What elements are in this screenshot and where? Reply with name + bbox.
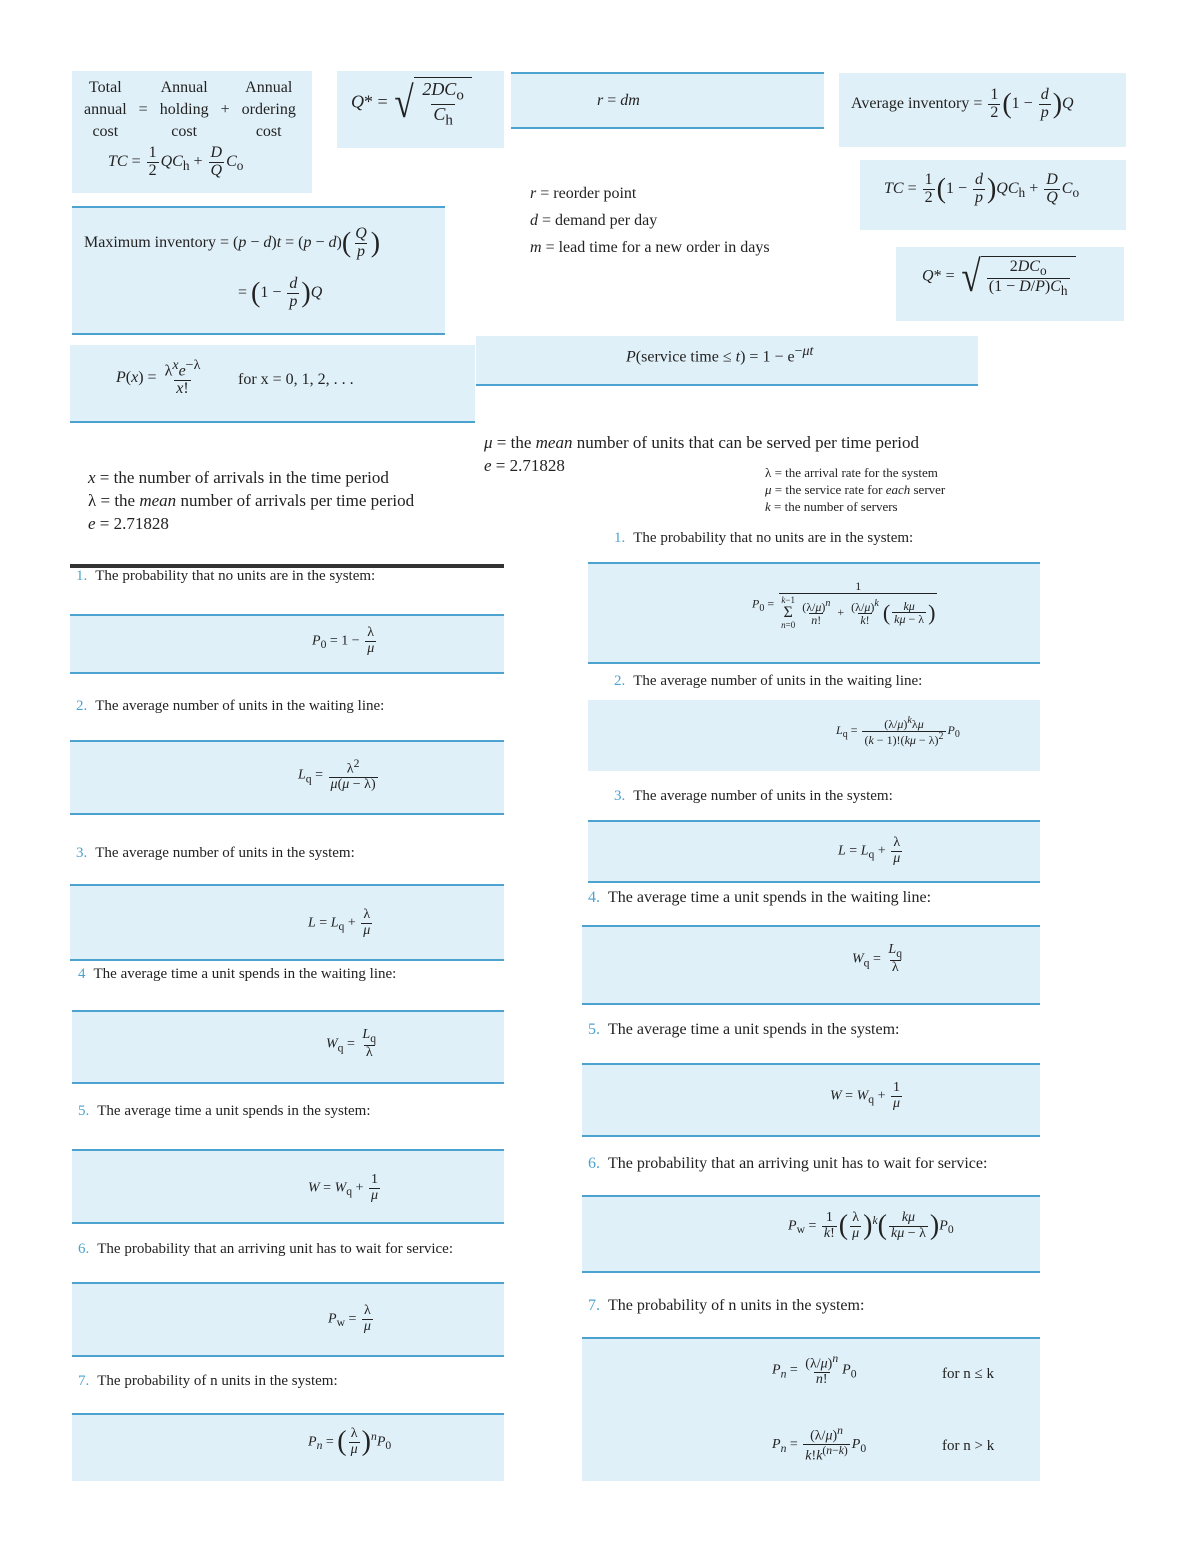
production-total-cost-box [860,160,1126,230]
def-mu-multi: μ = the service rate for each server [765,482,946,497]
multi-label-6: 6. The probability that an arriving unit has to wait for service: [588,1155,988,1172]
single-wq-formula: $W_q$ = $\frac{L_q}{\lambda}$ [326,1027,377,1061]
multi-wq-formula: $W_q$ = $\frac{L_q}{\lambda}$ [852,942,903,976]
total-cost-words-box [72,71,312,193]
def-lambda-multi: λ = the arrival rate for the system [765,465,938,480]
multi-formula-box-6 [582,1195,1040,1273]
multi-formula-box-7 [582,1337,1040,1481]
word-cost-2: cost [171,123,198,140]
poisson-box [70,345,475,423]
reorder-point-box [511,72,824,129]
word-total: Total [89,79,122,96]
single-formula-box-1 [70,614,504,674]
def-e-exp: e = 2.71828 [484,456,565,475]
maximum-inventory-label: Maximum inventory = [84,233,230,251]
multi-pw-formula: $P_w$ = $\frac{1}{k!}$ ( $\frac{\lambda}{\mu}$ )$^k$( $\frac{k\mu}{k\mu - \lambda}$ )$P_0$ [788,1210,954,1242]
single-formula-box-3 [70,884,504,961]
def-m: m = lead time for a new order in days [530,239,770,256]
word-cost-3: cost [255,123,282,140]
single-formula-box-7 [72,1413,504,1481]
single-label-2: 2. The average number of units in the waiting line: [76,698,385,714]
multi-w-formula: $W = W_q$ + $\frac{1}{\mu}$ [830,1080,901,1111]
multi-pn-cond-le: for n ≤ k [942,1366,994,1382]
word-cost-1: cost [92,123,119,140]
def-x: x = the number of arrivals in the time period [88,468,389,487]
maximum-inventory-formula-line2: = (1 − $\frac{d}{p}$ )Q [238,275,323,310]
multi-formula-box-3 [588,820,1040,883]
single-label-5: 5. The average time a unit spends in the system: [78,1103,371,1119]
production-q-star-box [896,247,1124,321]
poisson-formula: P(x) = $\frac{\lambda^xe^{-\lambda}}{x!}$ [116,358,201,398]
total-cost-word-equation [78,77,302,143]
word-holding: holding [159,101,209,118]
def-k-multi: k = the number of servers [765,499,898,514]
eoq-q-star-formula: Q* = √ $\frac{2DC_o}{C_h}$ [351,77,472,130]
def-e: e = 2.71828 [88,514,169,533]
single-pw-formula: $P_w$ = $\frac{\lambda}{\mu}$ [328,1303,371,1334]
single-label-1: 1. The probability that no units are in the system: [76,568,376,584]
multi-pn-formula-gt: $P_n$ = $\frac{(\lambda/\mu)^n}{k!k^{(n-k)}}$ $P_0$ [772,1424,867,1464]
multi-label-3: 3. The average number of units in the system: [614,788,893,804]
production-total-cost-formula: TC = $\frac{1}{2}$ (1 − $\frac{d}{p}$ )$QC_h$ + $\frac{D}{Q}$ $C_o$ [884,171,1080,206]
single-label-3: 3. The average number of units in the system: [76,845,355,861]
word-annual-1: Annual [160,79,208,96]
single-w-formula: $W = W_q$ + $\frac{1}{\mu}$ [308,1172,379,1203]
multi-formula-box-5 [582,1063,1040,1137]
single-formula-box-5 [72,1149,504,1224]
reorder-point-formula: r = dm [597,92,640,109]
word-equals: = [138,101,148,118]
word-annual-2: Annual [245,79,293,96]
single-p0-formula: $P_0 = 1$ − $\frac{\lambda}{\mu}$ [312,625,375,656]
single-label-4: 4 The average time a unit spends in the waiting line: [78,966,397,982]
single-label-7: 7. The probability of n units in the system: [78,1373,338,1389]
exponential-box [476,336,978,386]
poisson-definitions [88,466,414,535]
multi-pn-cond-gt: for n > k [942,1438,995,1454]
production-q-star-formula: Q* = √ $\frac{2DC_o}{(1 - D/P)C_h}$ [922,255,1076,299]
word-ordering: ordering [241,101,296,118]
multi-label-4: 4. The average time a unit spends in the waiting line: [588,889,932,906]
multi-formula-box-2 [588,700,1040,771]
average-inventory-box [839,73,1126,147]
multi-label-2: 2. The average number of units in the waiting line: [614,673,923,689]
def-mu: μ = the mean number of units that can be served per time period [484,433,919,452]
single-l-formula: $L = L_q$ + $\frac{\lambda}{\mu}$ [308,907,371,938]
single-formula-box-2 [70,740,504,815]
average-inventory-label: Average inventory = [851,94,983,112]
def-r: r = reorder point [530,185,637,202]
multi-lq-formula: $L_q$ = $\frac{(\lambda/\mu)^k\lambda\mu}{(k - 1)!(k\mu - \lambda)^2}$ $P_0$ [836,715,960,747]
multi-pn-formula-le: $P_n$ = $\frac{(\lambda/\mu)^n}{n!}$ $P_0$ [772,1352,857,1388]
word-annual: annual [84,101,127,118]
single-formula-box-6 [72,1282,504,1357]
single-formula-box-4 [72,1010,504,1084]
maximum-inventory-box [72,206,445,335]
multi-formula-box-4 [582,925,1040,1005]
exponential-formula: P(service time ≤ $t) = 1 - e^{-\mu t}$ [626,344,814,366]
eoq-q-star-box [337,71,504,148]
multi-l-formula: $L = L_q$ + $\frac{\lambda}{\mu}$ [838,835,901,866]
def-lambda: λ = the mean number of arrivals per time period [88,491,415,510]
reorder-definitions [530,180,770,261]
multi-label-1: 1. The probability that no units are in the system: [614,530,914,546]
word-plus: + [220,101,230,118]
average-inventory-formula: Average inventory = $\frac{1}{2}$ (1 − $\frac{d}{p}$ )Q [851,86,1074,121]
multi-label-5: 5. The average time a unit spends in the system: [588,1021,900,1038]
multi-server-definitions [765,464,945,515]
single-lq-formula: $L_q$ = $\frac{\lambda^2}{\mu(\mu - \lambda)}$ [298,757,376,793]
multi-p0-formula: $P_0$ = 1 k−1 Σ n=0 $\frac{(\lambda/\mu)^n}{n!}$ + $\frac{(\lambda/\mu)^k}{k!}$ ( $\frac{k\mu}{k\mu - \lambda}$ ) [752,579,936,630]
eoq-total-cost-formula: TC = $\frac{1}{2}$ $QC_h$ + $\frac{D}{Q}$ $C_o$ [108,144,244,179]
def-d: d = demand per day [530,212,658,229]
single-label-6: 6. The probability that an arriving unit has to wait for service: [78,1241,453,1257]
multi-label-7: 7. The probability of n units in the system: [588,1297,865,1314]
multi-formula-box-1 [588,562,1040,664]
maximum-inventory-formula: Maximum inventory = (p − d)t = (p − d)( $\frac{Q}{p}$ ) [84,225,381,260]
single-pn-formula: $P_n$ = ( $\frac{\lambda}{\mu}$ )$^nP_0$ [308,1426,392,1458]
poisson-range: for x = 0, 1, 2, . . . [238,371,354,388]
